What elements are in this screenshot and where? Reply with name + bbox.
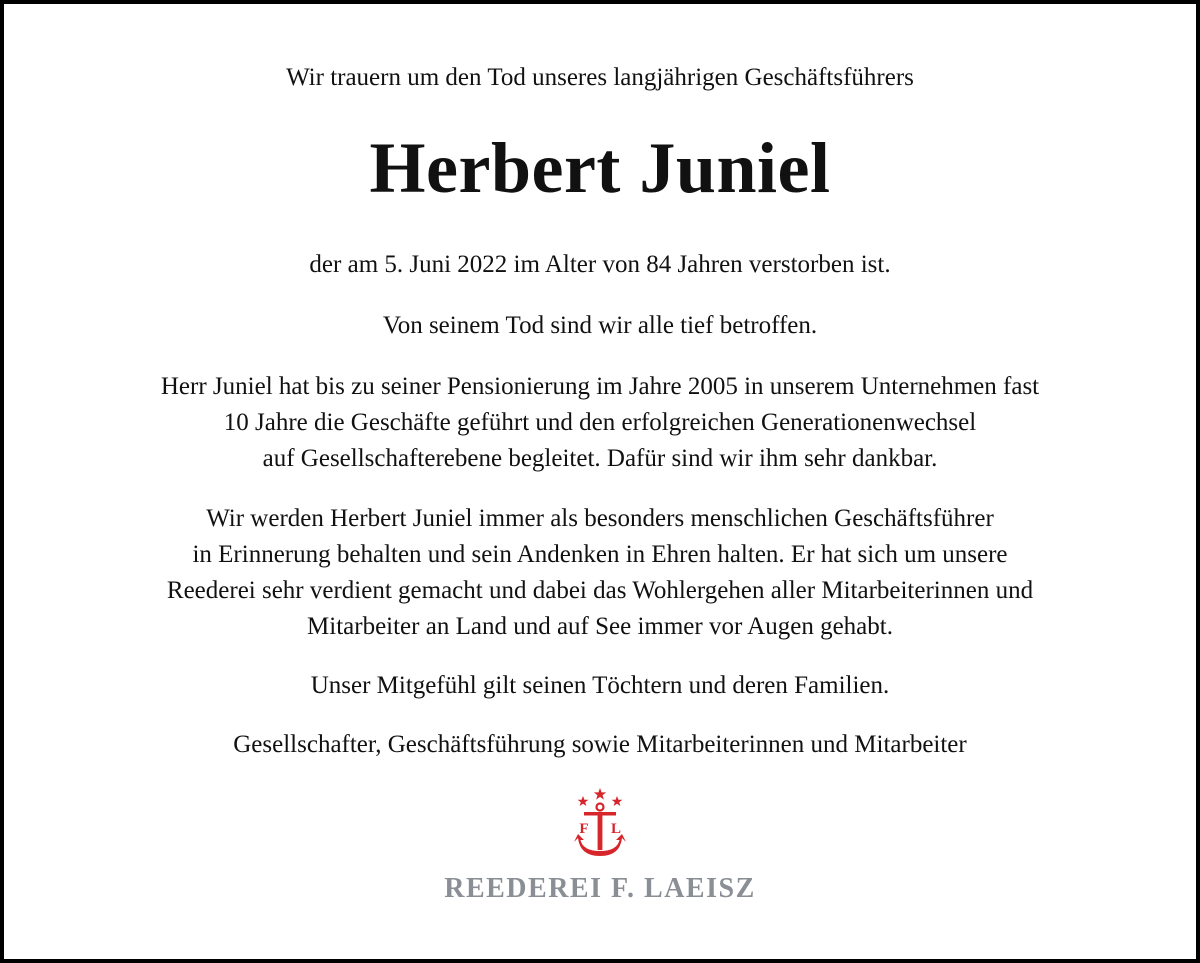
svg-text:F: F <box>579 821 589 837</box>
text-line: Gesellschafter, Geschäftsführung sowie Mitarbeiterinnen und Mitarbeiter <box>233 731 967 758</box>
text-line: Herr Juniel hat bis zu seiner Pensionierung im Jahre 2005 in unserem Unternehmen fast <box>160 373 1040 400</box>
paragraph-career <box>0 369 1200 477</box>
text-line: Unser Mitgefühl gilt seinen Töchtern und deren Familien. <box>310 672 890 699</box>
text-line: Wir werden Herbert Juniel immer als besonders menschlichen Geschäftsführer <box>206 505 994 532</box>
text-line: auf Gesellschafterebene begleitet. Dafür sind wir ihm sehr dankbar. <box>262 445 938 472</box>
paragraph-death-date <box>0 247 1200 283</box>
intro-text: Wir trauern um den Tod unseres langjährigen Geschäftsführers <box>286 64 914 91</box>
paragraph-remembrance <box>0 501 1200 645</box>
text-line: Reederei sehr verdient gemacht und dabei das Wohlergehen aller Mitarbeiterinnen und <box>166 577 1034 604</box>
paragraph-sympathy <box>0 668 1200 704</box>
svg-text:L: L <box>610 821 622 837</box>
paragraph-condolence <box>0 308 1200 344</box>
text-line: 10 Jahre die Geschäfte geführt und den erfolgreichen Generationenwechsel <box>223 409 977 436</box>
text-line: in Erinnerung behalten und sein Andenken in Ehren halten. Er hat sich um unsere <box>192 541 1008 568</box>
signature-line <box>0 727 1200 763</box>
anchor-with-stars-icon <box>570 786 630 862</box>
company-name: REEDEREI F. LAEISZ <box>444 873 756 904</box>
text-line: Mitarbeiter an Land und auf See immer vor Augen gehabt. <box>307 613 893 640</box>
deceased-name: Herbert Juniel <box>369 128 831 208</box>
text-line: Von seinem Tod sind wir alle tief betroffen. <box>382 312 818 339</box>
text-line: der am 5. Juni 2022 im Alter von 84 Jahren verstorben ist. <box>309 251 891 278</box>
